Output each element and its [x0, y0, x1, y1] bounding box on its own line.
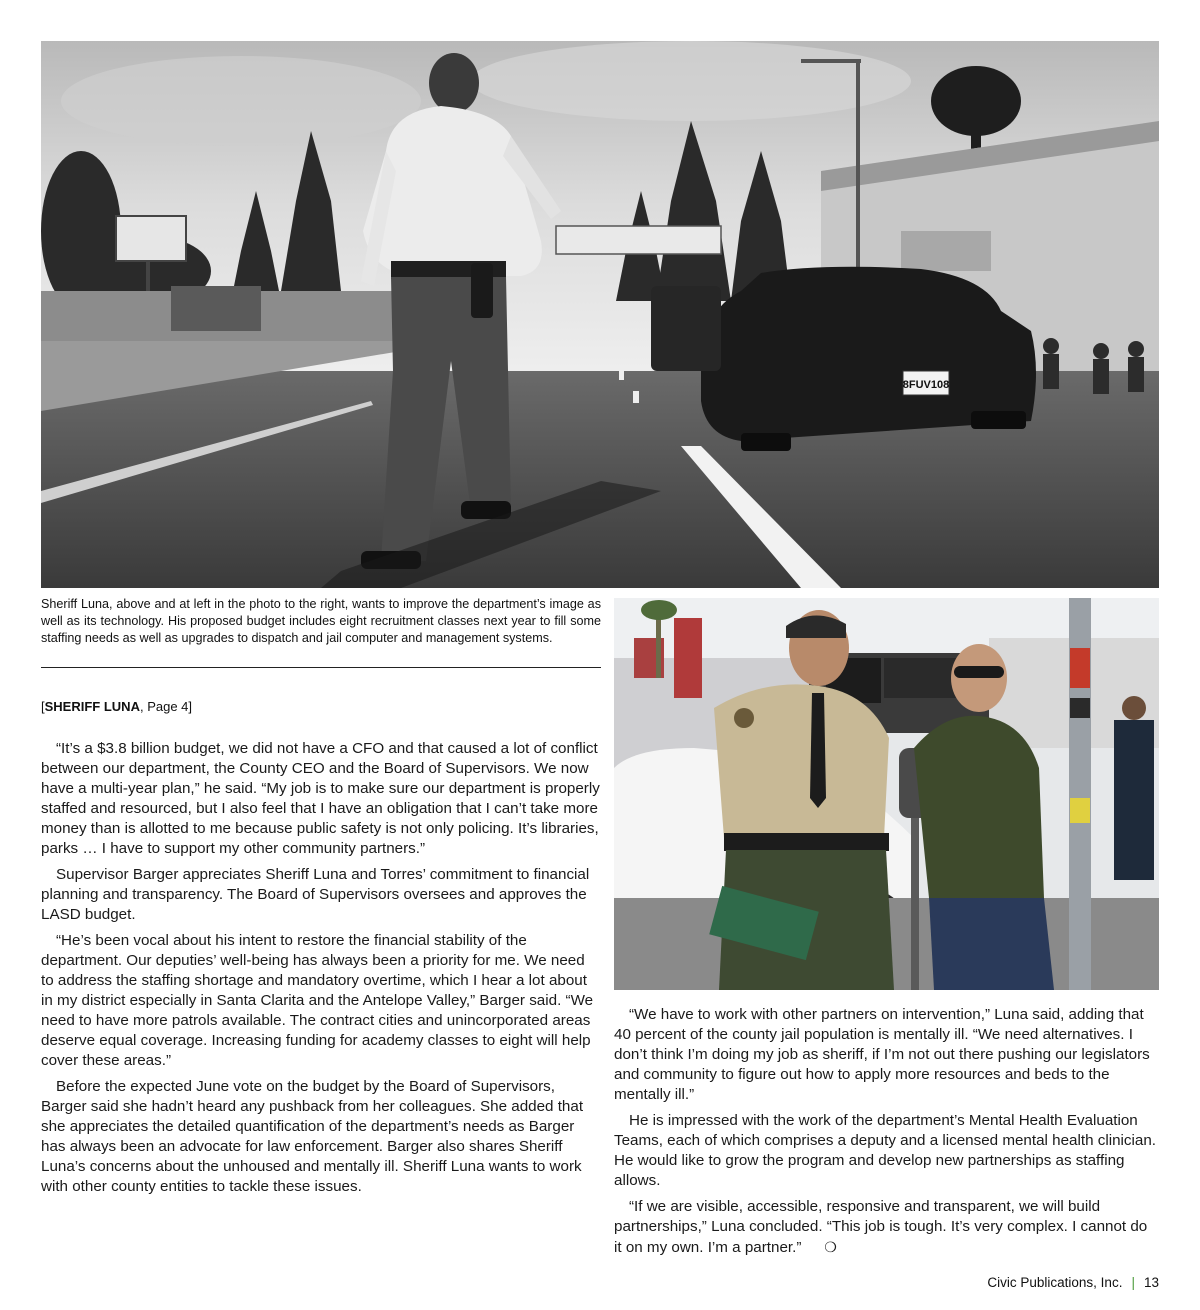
end-of-story-icon: ❍ [824, 1239, 837, 1255]
license-plate-text: 8FUV108 [902, 379, 950, 391]
right-photo-illustration [614, 598, 1159, 990]
article-paragraph: “It’s a $3.8 billion budget, we did not have a CFO and that caused a lot of conflict between our department, the County CEO and the Board of Supervisors. We now have a multi-year plan,” he said. “My job is to make sure our department is properly staffed and resourced, but I also feel that I have an obligation that I can’t take more money than is allotted to me because public safety is not only policing. It’s libraries, parks … I have to support my other community partners.” [41, 740, 600, 857]
top-photo-illustration [41, 41, 1159, 588]
page-number: 13 [1143, 1275, 1159, 1290]
patrol-car [701, 267, 1036, 451]
jump-page-ref: , Page 4] [139, 699, 193, 714]
right-photo [614, 598, 1159, 990]
article-paragraph: He is impressed with the work of the department’s Mental Health Evaluation Teams, each of which comprises a deputy and a licensed mental health clinician. He would like to grow the program and develop new partnerships as staffing allows. [614, 1112, 1156, 1189]
article-paragraph: Supervisor Barger appreciates Sheriff Luna and Torres’ commitment to financial planning and transparency. The Board of Supervisors oversees and approves the LASD budget. [41, 866, 590, 923]
article-paragraph: “We have to work with other partners on intervention,” Luna said, adding that 40 percent of the county jail population is mentally ill. “We need alternatives. I don’t think I’m doing my job as sheriff, if I’m not out there pushing our legislators and community to figure out how to apply more resources and beds to the mentally ill.” [614, 1006, 1150, 1103]
article-paragraph-final [614, 1197, 1159, 1258]
final-paragraph-text: “If we are visible, accessible, responsive and transparent, we will build partnerships,” Luna concluded. “This job is tough. It’s very complex. I cannot do it on my own. I’m a partner.” [614, 1198, 1148, 1256]
photo-caption: Sheriff Luna, above and at left in the photo to the right, wants to improve the department’s image as well as its technology. His proposed budget includes eight recruitment classes next year to fill some staffing needs as well as upgrades to dispatch and jail computer and management systems. [41, 597, 601, 645]
article-paragraph: Before the expected June vote on the budget by the Board of Supervisors, Barger said she hadn’t heard any pushback from her colleagues. She added that she appreciates the detailed quantification of the department’s needs as Barger has always been an advocate for law enforcement. Barger also shares Sheriff Luna’s concerns about the unhoused and mentally ill. Sheriff Luna wants to work with other county entities to tackle these issues. [41, 1078, 584, 1195]
jump-label: SHERIFF LUNA [44, 699, 140, 714]
article-right-column [614, 1005, 1159, 1264]
footer-separator: | [1131, 1275, 1135, 1290]
article-left-column [41, 739, 601, 1203]
article-paragraph: “He’s been vocal about his intent to restore the financial stability of the department. Our deputies’ well-being has always been a priority for me. We need to address the staffing shortage and mandatory overtime, which I hear a lot about in my district especially in Santa Clarita and the Antelope Valley,” Barger said. “We need to have more patrols available. The contract cities and unincorporated areas deserve equal coverage. Increasing funding for academy classes to eight will help cover these areas.” [41, 932, 594, 1069]
caption-divider [41, 667, 601, 668]
top-photo [41, 41, 1159, 588]
publisher-name: Civic Publications, Inc. [987, 1275, 1123, 1290]
continued-from-line [41, 698, 192, 715]
page-footer [987, 1274, 1159, 1292]
jump-open-bracket: [ [41, 699, 45, 714]
